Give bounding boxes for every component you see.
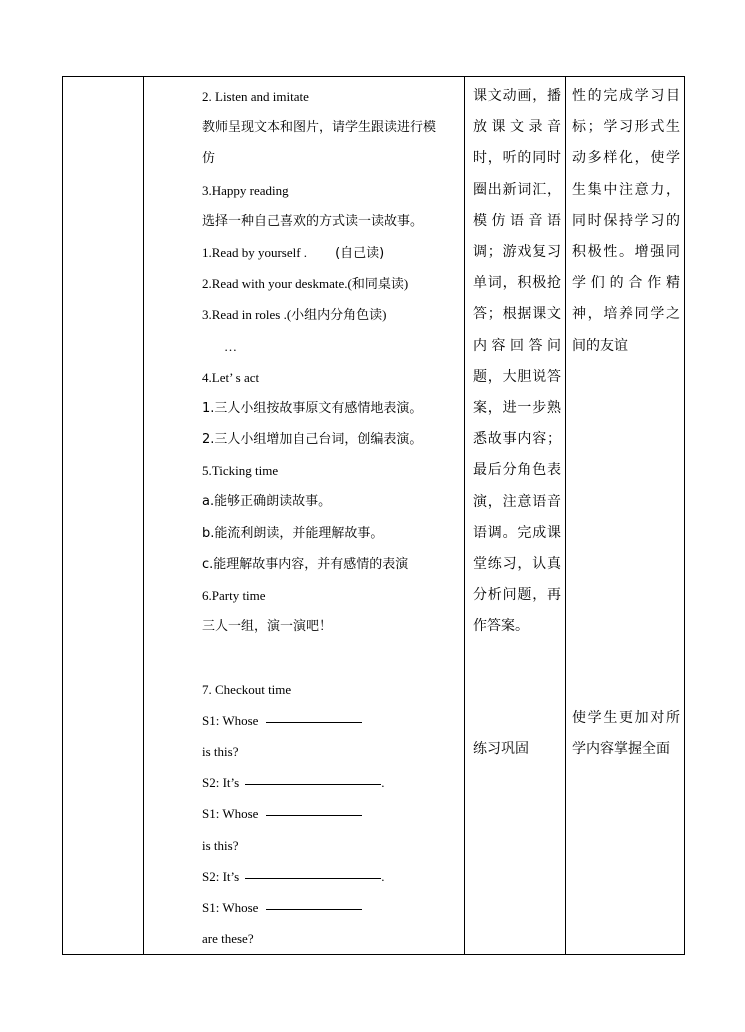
- content-line: are these?: [202, 931, 254, 947]
- student-activity-text: 课文动画，播放课文录音时，听的同时圈出新词汇，模仿语音语调；游戏复习单词，积极抢答；根据课文内容回答问题，大胆说答案，进一步熟悉故事内容；最后分角色表演，注意语音语调。完成课堂练习，认真分析问题，再作答案。: [473, 88, 561, 635]
- exercise-prompt: S2: It’s: [202, 868, 240, 884]
- design-intent-wrap: [566, 77, 684, 954]
- content-line: 2.三人小组增加自己台词，创编表演。: [202, 432, 423, 448]
- teaching-process-cell: [144, 77, 465, 955]
- content-line: 仿: [202, 151, 216, 167]
- content-line: 1.三人小组按故事原文有感情地表演。: [202, 400, 423, 416]
- step-column-cell: [63, 77, 144, 955]
- read-option-note: (自己读): [335, 245, 385, 261]
- content-line: S2: It’s .: [202, 775, 385, 791]
- content-line: is this?: [202, 743, 239, 759]
- exercise-prompt: S2: It’s: [202, 775, 240, 791]
- content-line: 选择一种自己喜欢的方式读一读故事。: [202, 213, 424, 229]
- read-option-text: 1.Read by yourself .: [202, 244, 308, 260]
- student-activity-practice: 练习巩固: [473, 741, 529, 757]
- exercise-prompt: S1: Whose: [202, 806, 259, 822]
- content-line: 6.Party time: [202, 588, 266, 603]
- design-intent-text: 性的完成学习目标；学习形式生动多样化，使学生集中注意力，同时保持学习的积极性。增强同学们的合作精神，培养同学之间的友谊: [572, 88, 680, 354]
- content-line: c.能理解故事内容，并有感情的表演: [202, 556, 409, 572]
- content-line: [202, 892, 464, 923]
- content-line: [202, 705, 464, 736]
- lesson-plan-table: [62, 76, 685, 955]
- content-line: b.能流利朗读，并能理解故事。: [202, 525, 384, 541]
- content-line: 3.Read in roles .(小组内分角色读): [202, 307, 387, 323]
- content-line: 三人一组，演一演吧！: [202, 619, 333, 635]
- content-line: is this?: [202, 837, 239, 853]
- design-intent-cell: [566, 77, 685, 955]
- exercise-prompt: S1: Whose: [202, 712, 259, 728]
- exercise-prompt: S1: Whose: [202, 899, 259, 915]
- content-line: 2. Listen and imitate: [202, 89, 309, 104]
- student-activity-cell: [465, 77, 566, 955]
- content-line: 2.Read with your deskmate.(和同桌读): [202, 276, 409, 292]
- answer-blank: [245, 783, 381, 785]
- content-line: [202, 237, 464, 268]
- answer-blank: [266, 814, 362, 816]
- answer-blank: [266, 908, 362, 910]
- content-line: 7. Checkout time: [202, 681, 292, 697]
- teaching-process-content: [144, 77, 464, 954]
- content-line: 5.Ticking time: [202, 463, 279, 479]
- content-line: 3.Happy reading: [202, 182, 289, 198]
- student-activity-wrap: [465, 77, 565, 954]
- answer-blank: [266, 721, 362, 723]
- content-line: 4.Let’ s act: [202, 369, 260, 385]
- content-line: S2: It’s .: [202, 868, 385, 884]
- content-line: 教师呈现文本和图片，请学生跟读进行模: [202, 120, 437, 136]
- answer-blank: [245, 877, 381, 879]
- content-line: [202, 798, 464, 829]
- content-line: …: [224, 338, 237, 354]
- content-line: a.能够正确朗读故事。: [202, 494, 332, 510]
- table-row: [63, 77, 685, 955]
- blank-line: [202, 642, 464, 673]
- design-intent-summary: 使学生更加对所学内容掌握全面: [572, 710, 680, 758]
